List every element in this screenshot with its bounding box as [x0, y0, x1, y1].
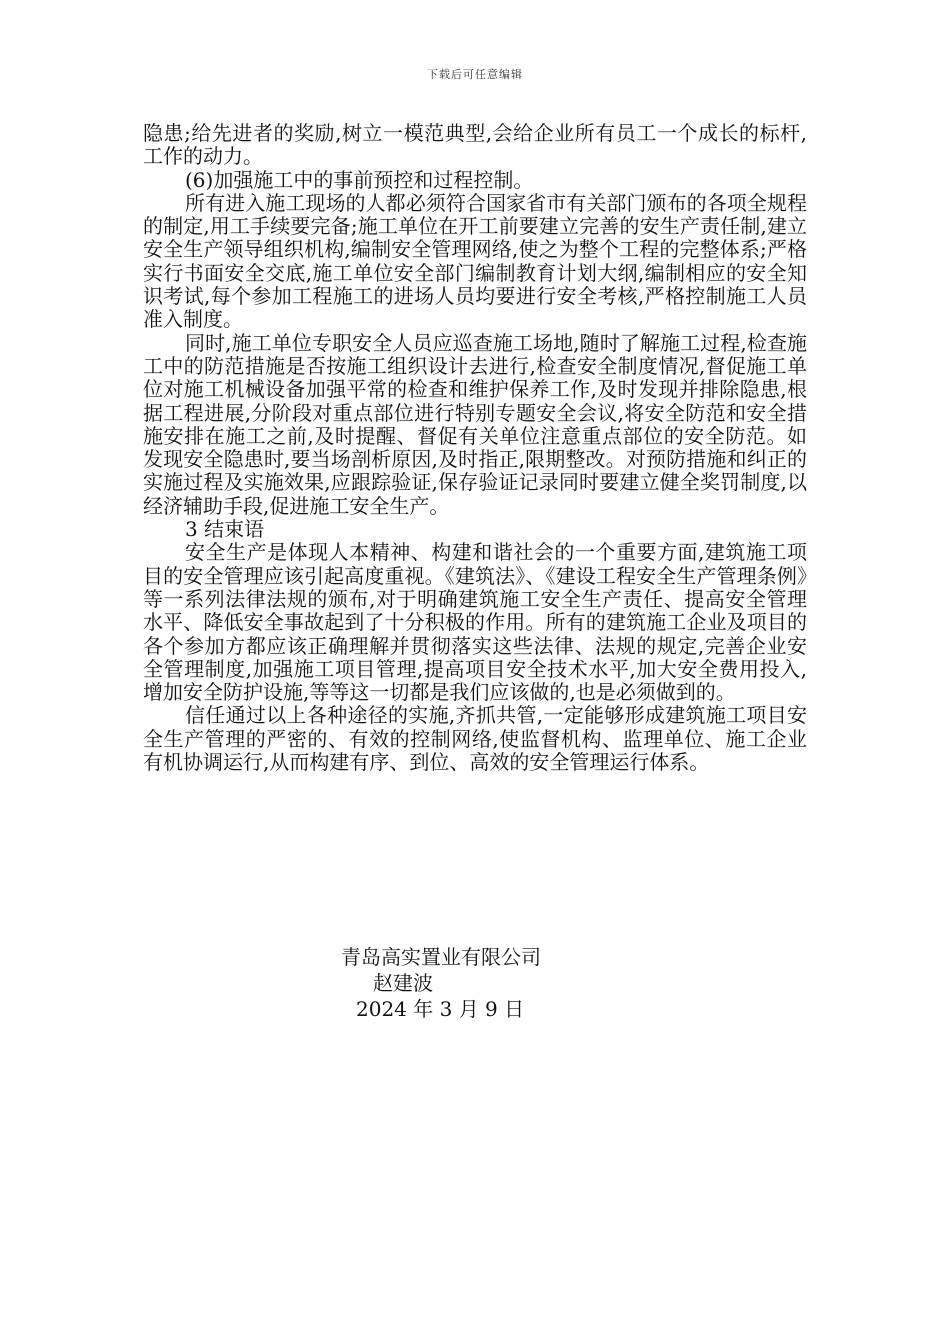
document-body: [143, 122, 807, 774]
section-item-heading: (6)加强施工中的事前预控和过程控制。: [185, 167, 534, 192]
section-heading: 3 结束语: [185, 517, 265, 542]
signature-date: 2024 年 3 月 9 日: [356, 997, 525, 1021]
paragraph: 所有进入施工现场的人都必须符合国家省市有关部门颁布的各项全规程的制定,用工手续要完备;施工单位在开工前要建立完善的安生产责任制,建立安全生产领导组织机构,编制安全管理网络,使之为整个工程的完整体系;严格实行书面安全交底,施工单位安全部门编制教育计划大纲,编制相应的安全知识考试,每个参加工程施工的进场人员均要进行安全考核,严格控制施工人员准入制度。: [143, 190, 807, 332]
signature-name: 赵建波: [373, 971, 433, 995]
header-note: 下载后可任意编辑: [427, 68, 523, 81]
paragraph: 同时,施工单位专职安全人员应巡查施工场地,随时了解施工过程,检查施工中的防范措施是否按施工组织设计去进行,检查安全制度情况,督促施工单位对施工机械设备加强平常的检查和维护保养工作,及时发现并排除隐患,根据工程进展,分阶段对重点部位进行特别专题安全会议,将安全防范和安全措施安排在施工之前,及时提醒、督促有关单位注意重点部位的安全防范。如发现安全隐患时,要当场剖析原因,及时指正,限期整改。对预防措施和纠正的实施过程及实施效果,应跟踪验证,保存验证记录同时要建立健全奖罚制度,以经济辅助手段,促进施工安全生产。: [143, 330, 807, 518]
paragraph-continuation: 隐患;给先进者的奖励,树立一模范典型,会给企业所有员工一个成长的标杆,工作的动力。: [143, 121, 807, 169]
paragraph: 信任通过以上各种途径的实施,齐抓共管,一定能够形成建筑施工项目安全生产管理的严密的、有效的控制网络,使监督机构、监理单位、施工企业有机协调运行,从而构建有序、到位、高效的安全管理运行体系。: [143, 703, 807, 775]
signature-company: 青岛高实置业有限公司: [341, 945, 541, 969]
paragraph: 安全生产是体现人本精神、构建和谐社会的一个重要方面,建筑施工项目的安全管理应该引起高度重视。《建筑法》、《建设工程安全生产管理条例》等一系列法律法规的颁布,对于明确建筑施工安全生产责任、提高安全管理水平、降低安全事故起到了十分积极的作用。所有的建筑施工企业及项目的各个参加方都应该正确理解并贯彻落实这些法律、法规的规定,完善企业安全管理制度,加强施工项目管理,提高项目安全技术水平,加大安全费用投入,增加安全防护设施,等等这一切都是我们应该做的,也是必须做到的。: [143, 540, 807, 705]
